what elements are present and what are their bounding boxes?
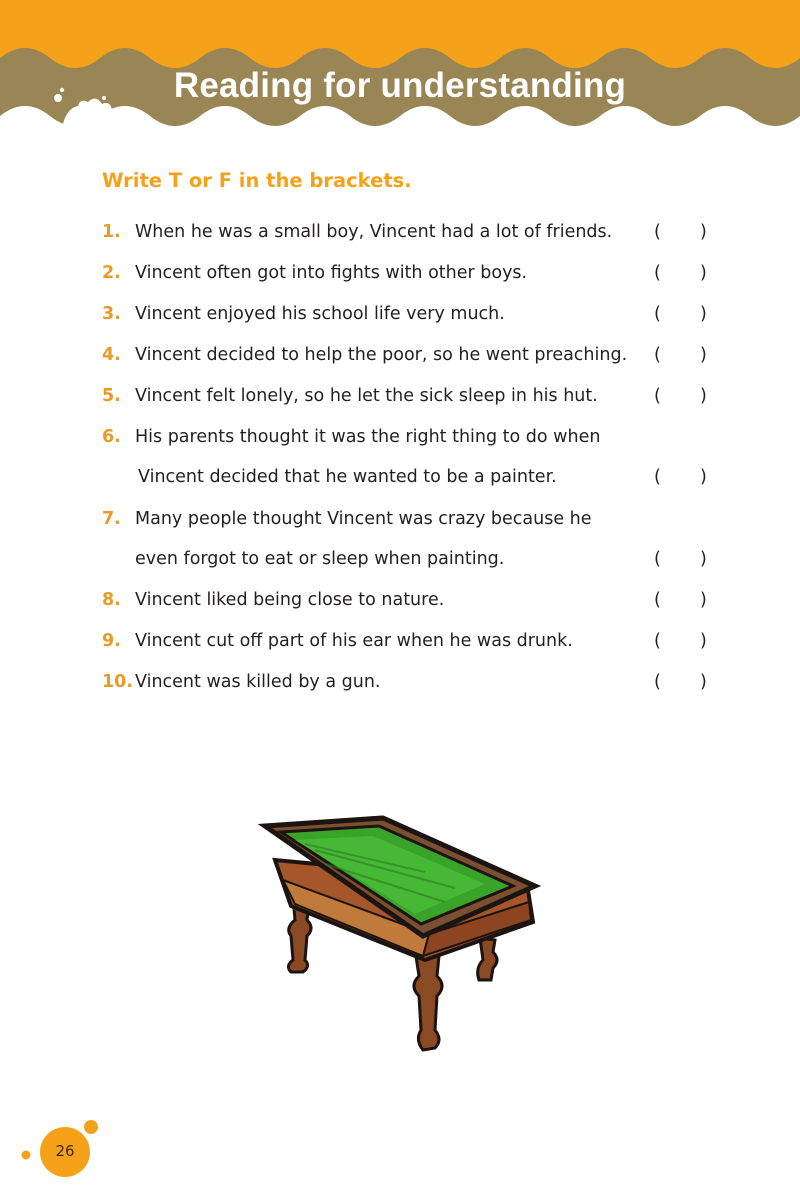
question-number: 5. xyxy=(102,386,121,406)
question-number: 6. xyxy=(102,427,121,447)
question-text: Vincent often got into fights with other boys. xyxy=(135,263,528,283)
billiard-table-illustration xyxy=(255,810,545,1064)
header-banner xyxy=(0,0,800,140)
question-item: 5. Vincent felt lonely, so he let the sick sleep in his hut. ( ) xyxy=(102,386,707,406)
question-number: 4. xyxy=(102,345,121,365)
question-text: Vincent was killed by a gun. xyxy=(135,672,381,692)
question-number: 3. xyxy=(102,304,121,324)
question-text: Vincent liked being close to nature. xyxy=(135,590,445,610)
question-text: Many people thought Vincent was crazy because he xyxy=(135,509,592,529)
question-number: 10. xyxy=(102,672,134,692)
billiard-table-icon xyxy=(255,810,545,1060)
question-text: Vincent cut off part of his ear when he was drunk. xyxy=(135,631,573,651)
question-item-continued: even forgot to eat or sleep when painting. ( ) xyxy=(135,549,707,569)
question-item: 9. Vincent cut off part of his ear when he was drunk. ( ) xyxy=(102,631,707,651)
question-number: 9. xyxy=(102,631,121,651)
question-text: even forgot to eat or sleep when painting. xyxy=(135,549,505,569)
question-item xyxy=(0,427,800,457)
question-item: 8. Vincent liked being close to nature. ( ) xyxy=(102,590,707,610)
exercise-instruction: Write T or F in the brackets. xyxy=(102,169,412,192)
question-number: 1. xyxy=(102,222,121,242)
question-item: 10. Vincent was killed by a gun. ( ) xyxy=(102,672,707,692)
question-item: 3. Vincent enjoyed his school life very much. ( ) xyxy=(102,304,707,324)
question-text: When he was a small boy, Vincent had a lot of friends. xyxy=(135,222,613,242)
question-text: Vincent decided to help the poor, so he went preaching. xyxy=(135,345,628,365)
question-item: 1. When he was a small boy, Vincent had a lot of friends. ( ) xyxy=(102,222,707,242)
page-number: 26 xyxy=(55,1142,75,1160)
question-item: 4. Vincent decided to help the poor, so he went preaching. ( ) xyxy=(102,345,707,365)
question-text: Vincent decided that he wanted to be a painter. xyxy=(138,467,557,487)
question-text: His parents thought it was the right thing to do when xyxy=(135,427,601,447)
question-item: 2. Vincent often got into fights with other boys. ( ) xyxy=(102,263,707,283)
question-number: 2. xyxy=(102,263,121,283)
question-number: 8. xyxy=(102,590,121,610)
question-text: Vincent felt lonely, so he let the sick sleep in his hut. xyxy=(135,386,598,406)
question-number: 7. xyxy=(102,509,121,529)
question-text: Vincent enjoyed his school life very much. xyxy=(135,304,505,324)
question-item xyxy=(0,509,800,539)
page-title: Reading for understanding xyxy=(173,66,627,105)
question-item-continued: Vincent decided that he wanted to be a painter. ( ) xyxy=(138,467,707,487)
